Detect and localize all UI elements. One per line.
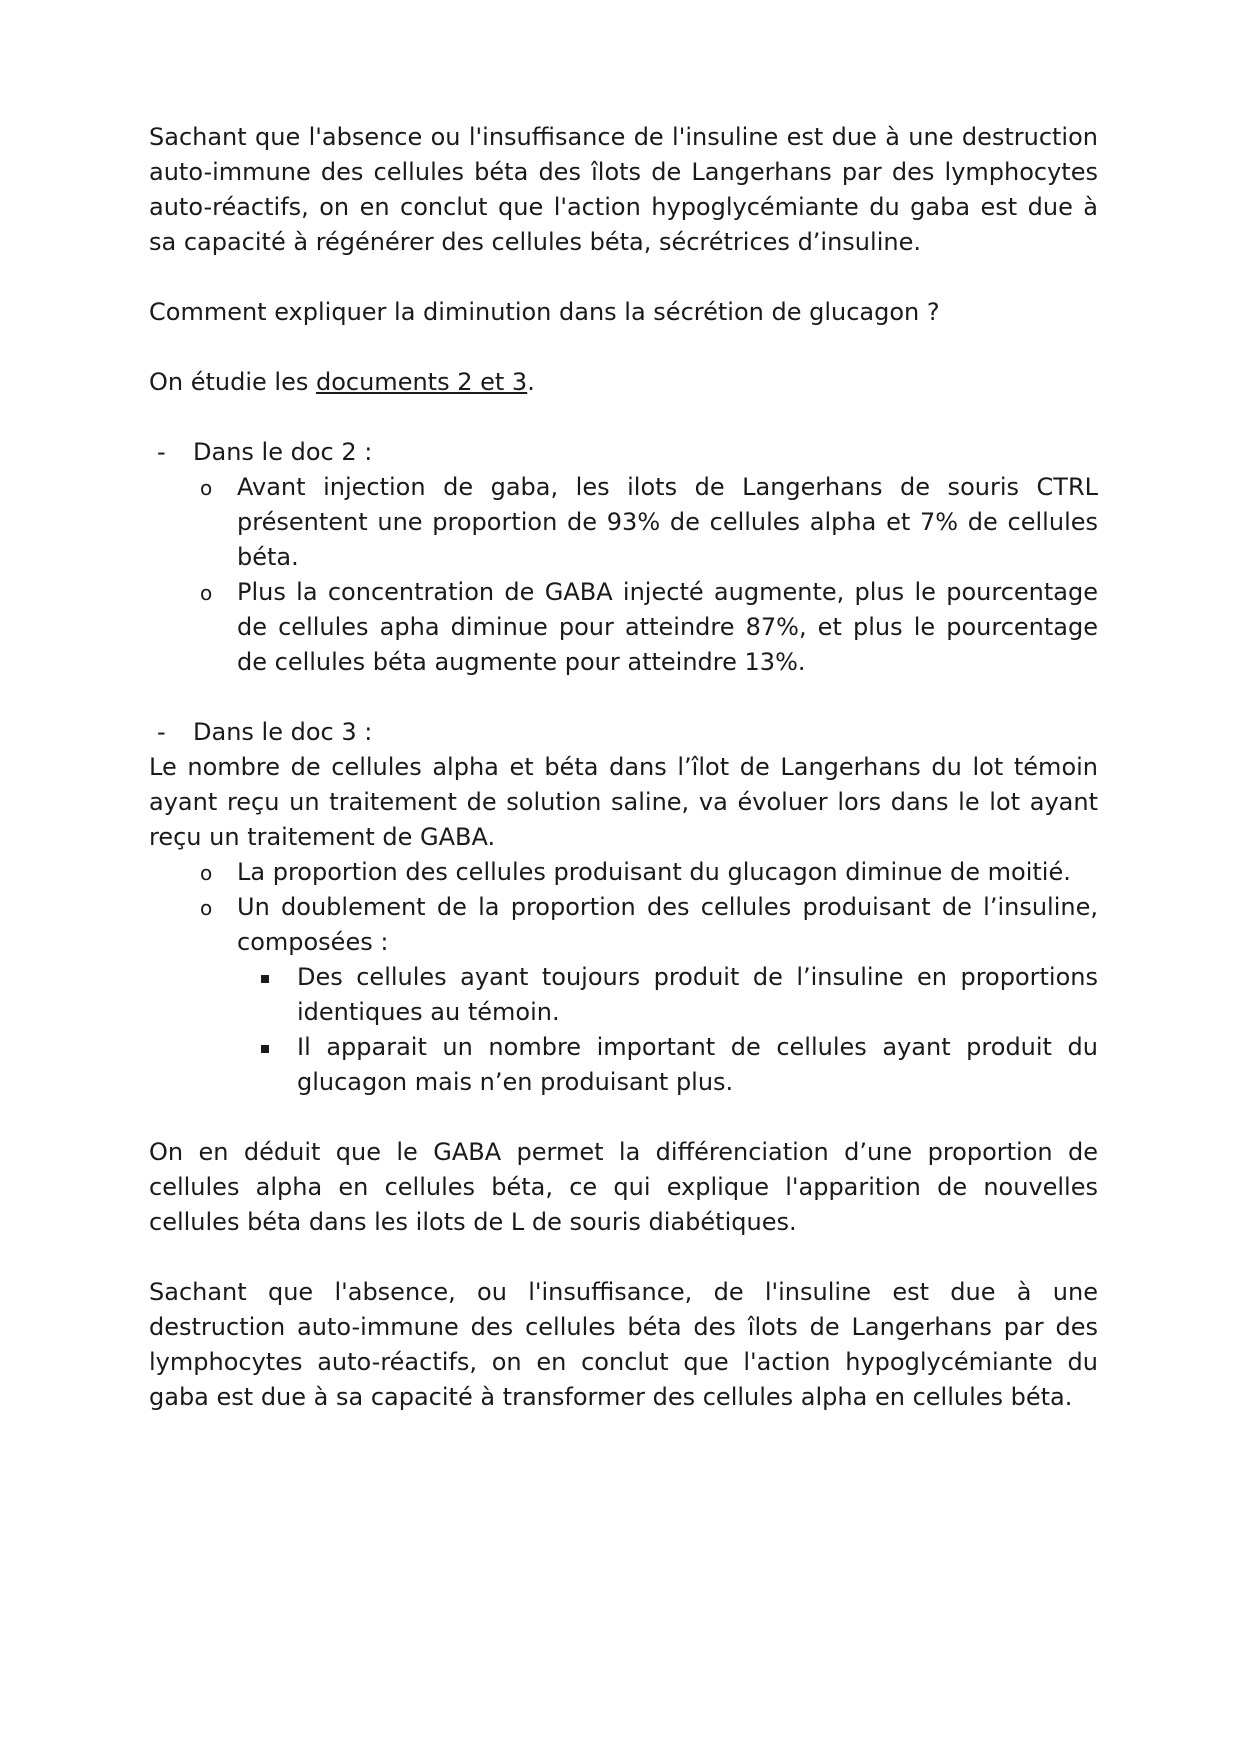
question-paragraph: Comment expliquer la diminution dans la sécrétion de glucagon ?	[149, 298, 940, 326]
doc2-heading-text: Dans le doc 2 :	[193, 438, 373, 466]
conclusion-paragraph: Sachant que l'absence, ou l'insuffisance, de l'insuline est due à une destruction auto-immune des cellules béta des îlots de Langerhans par des lymphocytes auto-réactifs, on en conclut que l'action hypoglycémiante du gaba est due à sa capacité à transformer des cellules alpha en cellules béta.	[149, 1278, 1098, 1411]
doc3-subitem-1	[149, 960, 1098, 1030]
dash-marker: -	[157, 718, 166, 746]
doc2-item-2-text: Plus la concentration de GABA injecté augmente, plus le pourcentage de cellules apha diminue pour atteindre 87%, et plus le pourcentage de cellules béta augmente pour atteindre 13%.	[237, 578, 1098, 676]
circle-bullet-icon: o	[200, 581, 213, 605]
circle-bullet-icon: o	[200, 476, 213, 500]
doc3-subitem-2-text: Il apparait un nombre important de cellules ayant produit du glucagon mais n’en produisant plus.	[297, 1033, 1098, 1096]
doc3-heading-text: Dans le doc 3 :	[193, 718, 373, 746]
documents-link: documents 2 et 3	[315, 368, 528, 396]
doc3-item-2-text: Un doublement de la proportion des cellules produisant de l’insuline, composées :	[237, 893, 1098, 956]
doc2-heading	[149, 435, 1098, 470]
doc3-item-1	[149, 855, 1098, 890]
square-bullet-icon	[261, 1045, 269, 1053]
doc3-subitem-2	[149, 1030, 1098, 1100]
study-paragraph	[149, 365, 1098, 400]
doc3-item-2	[149, 890, 1098, 960]
doc3-subitem-1-text: Des cellules ayant toujours produit de l’insuline en proportions identiques au témoin.	[297, 963, 1098, 1026]
doc2-item-1	[149, 470, 1098, 575]
doc2-item-2	[149, 575, 1098, 680]
circle-bullet-icon: o	[200, 896, 213, 920]
doc3-item-1-text: La proportion des cellules produisant du glucagon diminue de moitié.	[237, 858, 1071, 886]
square-bullet-icon	[261, 975, 269, 983]
doc3-heading	[149, 715, 1098, 750]
document-page	[149, 120, 1098, 1415]
intro-paragraph: Sachant que l'absence ou l'insuffisance de l'insuline est due à une destruction auto-immune des cellules béta des îlots de Langerhans par des lymphocytes auto-réactifs, on en conclut que l'action hypoglycémiante du gaba est due à sa capacité à régénérer des cellules béta, sécrétrices d’insuline.	[149, 123, 1098, 256]
circle-bullet-icon: o	[200, 861, 213, 885]
deduction-paragraph: On en déduit que le GABA permet la différenciation d’une proportion de cellules alpha en cellules béta, ce qui explique l'apparition de nouvelles cellules béta dans les ilots de L de souris diabétiques.	[149, 1138, 1098, 1236]
study-prefix: On étudie les	[149, 368, 316, 396]
dash-marker: -	[157, 438, 166, 466]
study-suffix: .	[527, 368, 535, 396]
doc2-item-1-text: Avant injection de gaba, les ilots de Langerhans de souris CTRL présentent une proportion de 93% de cellules alpha et 7% de cellules béta.	[237, 473, 1098, 571]
doc3-intro-paragraph: Le nombre de cellules alpha et béta dans l’îlot de Langerhans du lot témoin ayant reçu un traitement de solution saline, va évoluer lors dans le lot ayant reçu un traitement de GABA.	[149, 753, 1098, 851]
